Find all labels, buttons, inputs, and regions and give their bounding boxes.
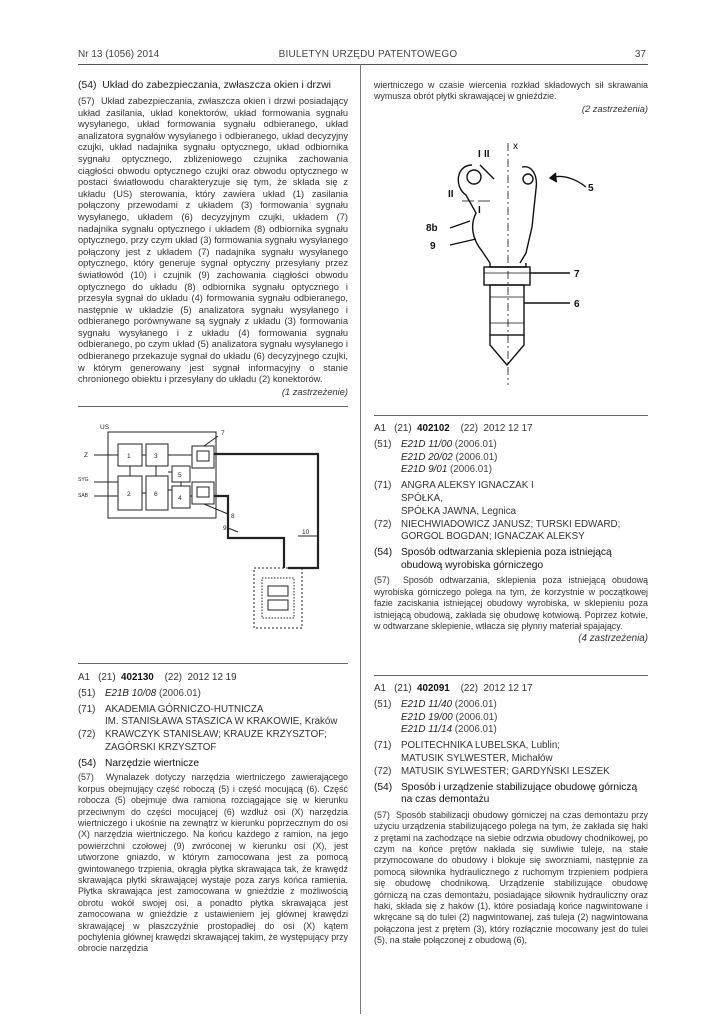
entry-3-number: 402102 — [417, 423, 450, 434]
entry-3-applicant: (71) ANGRA ALEKSY IGNACZAK I SPÓŁKA, SPÓŁKA JAWNA, Legnica — [374, 480, 534, 517]
entry-3-ipc: (51) E21D 11/00 (2006.01) E21D 20/02 (2006.01) E21D 9/01 (2006.01) — [374, 438, 498, 476]
issue-number: Nr 13 (1056) 2014 — [78, 49, 160, 60]
entry-2-title: (54) Narzędzie wiertnicze — [78, 757, 199, 769]
entry-4 — [374, 683, 648, 1013]
entry-4-inventors: (72) MATUSIK SYLWESTER; GARDYŃSKI LESZEK — [374, 765, 610, 777]
svg-text:8: 8 — [231, 513, 235, 520]
svg-text:6: 6 — [574, 299, 580, 310]
entry-1-figure-circuit — [78, 418, 348, 662]
svg-text:I: I — [478, 205, 481, 216]
svg-text:II: II — [448, 189, 454, 200]
svg-text:8b: 8b — [426, 223, 438, 234]
entry-1 — [78, 79, 348, 398]
svg-text:SAB: SAB — [78, 493, 89, 499]
entry-2-inventors: (72) KRAWCZYK STANISŁAW; KRAUZE KRZYSZTOF; ZAGÓRSKI KRZYSZTOF — [78, 729, 327, 753]
entry-3-id-line: A1 (21) 402102 (22) 2012 12 17 — [374, 423, 533, 434]
svg-text:6: 6 — [154, 491, 158, 498]
svg-text:x: x — [513, 141, 518, 152]
us-control-box — [108, 432, 216, 518]
entry-1-title: (54) Układ do zabezpieczania, zwłaszcza okien i drzwi — [78, 80, 331, 91]
svg-text:5: 5 — [178, 472, 182, 479]
entry-3-claims: (4 zastrzeżenia) — [578, 633, 648, 645]
entry-4-title: (54) Sposób i urządzenie stabilizujące obudowę górniczą na czas demontażu — [374, 781, 638, 806]
entry-3-abstract: (57) Sposób odtwarzania, sklepienia poza istniejącą obudową wyrobiska górniczego polega na tym, że korzystnie w początkowej fazie zaciskania istniejącej obudowy wyrobiska, w sklepieniu poza istniejącą obudową, zakłada się obudowę kotwiową. Poprzez kotwie, w odtwarzane sklepienie, wtłacza się płynny materiał spajający. — [374, 575, 648, 631]
svg-text:3: 3 — [154, 453, 158, 460]
entry-4-id-line: A1 (21) 402091 (22) 2012 12 17 — [374, 683, 533, 694]
svg-text:9: 9 — [223, 525, 227, 532]
svg-text:1: 1 — [127, 453, 131, 460]
entry-1-claims: (1 zastrzeżenie) — [281, 386, 348, 397]
page-number: 37 — [634, 49, 646, 60]
entry-2-date: 2012 12 19 — [187, 672, 237, 683]
svg-text:SYG: SYG — [78, 477, 89, 483]
svg-text:II: II — [484, 149, 490, 160]
svg-text:I: I — [478, 149, 481, 160]
entry-1-abstract: (57) Układ zabezpieczania, zwłaszcza okien i drzwi posiadający układ zasilania, układ konektorów, układ formowania sygnału wysyłanego, układ formowania sygnału odbieranego, układ analizatora sygnałów wysyłanego i odbieranego, układ decyzyjny czujki, układ nadajnika sygnału optycznego, układ odbiornika sygnału optycznego, zbliżeniowego czujnika zachowania ciągłości obwodu optycznego czujki oraz obwodu optycznego w postaci światłowodu charakteryzuje się tym, że składa się z układu (US) sterowania, który zawiera układ (1) zasilania połączony przewodami z układem (3) formowania sygnału wysyłanego, układem (6) decyzyjnym czujki, układem (7) nadajnika sygnału optycznego i układem (8) odbiornika sygnału optycznego, przy czym układ (3) formowania sygnału wysyłanego połączony jest z układem (7) nadajnika sygnału wysyłanego optycznego, który generuje sygnał optyczny przesyłany przez światłowód (10) i czujnik (9) zachowania ciągłości obwodu optycznego do układu (8) odbiornika sygnału optycznego i przesyła sygnał do układu (4) formowania sygnału odbieranego, następnie w układzie (5) analizatora sygnału wysyłanego i odbieranego porównywane są sygnały z układu (3) formowania sygnału wysyłanego i z układu (4) formowania sygnału odbieranego, po czym układ (5) analizatora sygnału wysyłanego i odbieranego przekazuje sygnał do układu (6) decyzyjnego czujki, w którym generowany jest sygnał informacyjny o stanie chronionego obiektu i przesyłany do układu (2) konektorów. — [78, 96, 348, 385]
sensor-9-box — [254, 568, 302, 628]
separator-4 — [374, 675, 648, 676]
entry-2-abstract: (57) Wynalazek dotyczy narzędzia wiertniczego zawierającego korpus obejmujący część roboczą (5) i część mocującą (6). Część robocza (5) obejmuje dwa ramiona rozciągające się w kierunku przeciwnym do części mocującej (6) wzdłuż osi (X) narzędzia wiertniczego i ukośnie na zewnątrz w kierunku poprzecznym do osi (X) narzędzia wiertniczego. Na końcu każdego z ramion, na jego powierzchni czołowej (9) zwróconej w kierunku osi (X), jest utworzone gniazdo, w którym zamocowana jest za pomocą gwintowanego trzpienia, okrągła płytka skrawająca tak, że krawędź skrawająca płytki skrawającej wystaje poza zarys końca ramienia. Płytka skrawająca jest zamocowana w gnieździe z możliwością obrotu wokół swojej osi, a ponadto płytka skrawająca jest zamocowana w gnieździe z ustawieniem jej głównej krawędzi skrawającej w płaszczyźnie prostopadłej do osi (X) kątem pochylenia głównej krawędzi skrawającej takim, że występujący przy obrocie narzędzia — [78, 772, 348, 954]
block-8 — [192, 482, 214, 504]
entry-3 — [374, 423, 648, 646]
svg-text:10: 10 — [302, 529, 310, 536]
svg-text:US: US — [100, 424, 110, 431]
svg-text:5: 5 — [588, 183, 594, 194]
separator-3 — [374, 415, 648, 416]
entry-2-claims: (2 zastrzeżenia) — [581, 103, 648, 114]
page-header — [78, 49, 648, 61]
entry-4-number: 402091 — [417, 683, 450, 694]
entry-4-applicant: (71) POLITECHNIKA LUBELSKA, Lublin; MATUSIK SYLWESTER, Michałów — [374, 740, 560, 764]
separator-2 — [78, 663, 348, 664]
entry-4-abstract: (57) Sposób stabilizacji obudowy górniczej na czas demontażu przy użyciu urządzenia stabilizującego polega na tym, że zakłada się haki z prętami na zachodzące na siebie odrzwia obudowy chodnikowej, po czym na końce prętów nakłada się suwliwie tuleje, na stałe przymocowane do obudowy i blokuje się sworzniami, następnie za pomocą siłownika hydraulicznego z ruchomym trzpieniem podpiera się obudowę chodnikową. Urządzenie stabilizujące obudowę górniczą na czas demontażu, posiadające siłownik hydrauliczny oraz haki, składa się z haków (1), które posiadają końce nagwintowane i wkręcane są do tulei (2) nagwintowanej, zaś tuleja (2) nagwintowana połączona jest z prętem (3), który rozłącznie mocowany jest do tulei (5), na stałe połączonej z obudową (6), — [374, 809, 648, 946]
bulletin-title: BIULETYN URZĘDU PATENTOWEGO — [278, 49, 458, 60]
entry-2-id-line: A1 (21) 402130 (22) 2012 12 19 — [78, 672, 237, 683]
entry-3-inventors: (72) NIECHWIADOWICZ JANUSZ; TURSKI EDWARD; GORGOL BOGDAN; IGNACZAK ALEKSY — [374, 518, 621, 543]
entry-3-title: (54) Sposób odtwarzania sklepienia poza istniejącą obudową wyrobiska górniczego — [374, 547, 612, 571]
svg-text:9: 9 — [430, 241, 436, 252]
entry-2-figure-drill-tool — [420, 135, 610, 390]
entry-4-date: 2012 12 17 — [483, 683, 533, 694]
entry-2-ipc: (51) E21B 10/08 (2006.01) — [78, 687, 201, 699]
separator-1 — [78, 406, 348, 407]
entry-3-date: 2012 12 17 — [483, 423, 533, 434]
svg-text:7: 7 — [574, 269, 580, 280]
entry-4-ipc: (51) E21D 11/40 (2006.01) E21D 19/00 (2006.01) E21D 11/14 (2006.01) — [374, 698, 498, 736]
svg-text:7: 7 — [221, 430, 225, 437]
entry-2-number: 402130 — [121, 672, 154, 683]
entry-2 — [78, 672, 348, 955]
header-rule — [78, 64, 648, 65]
svg-text:4: 4 — [178, 495, 182, 502]
entry-2-continuation: wiertniczego w czasie wiercenia rozkład składowych sił skrawania wymusza obrót płytki skrawającej w gnieździe. (2 zastrzeżenia) — [374, 80, 648, 114]
svg-text:Z: Z — [84, 452, 88, 459]
column-divider — [360, 64, 361, 1014]
block-7 — [192, 446, 214, 468]
entry-2-applicant: (71) AKADEMIA GÓRNICZO-HUTNICZA IM. STANISŁAWA STASZICA W KRAKOWIE, Kraków — [78, 703, 338, 728]
svg-text:2: 2 — [127, 491, 131, 498]
